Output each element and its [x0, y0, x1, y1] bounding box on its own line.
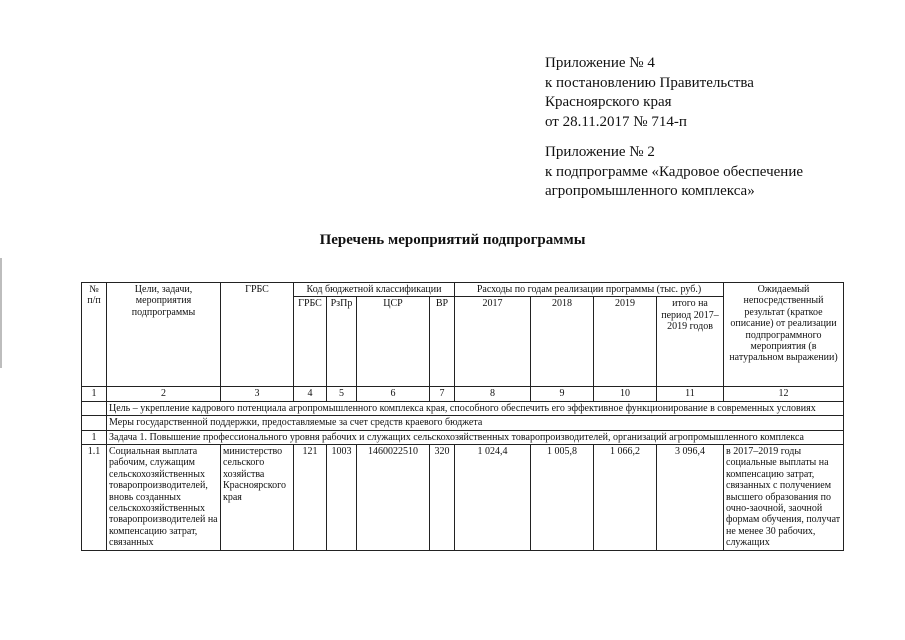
- header-budget-classification: Код бюджетной классификации: [294, 283, 455, 297]
- column-number: 10: [594, 387, 657, 401]
- header-line: Приложение № 4: [545, 55, 655, 71]
- measure-grbs: министерство сельского хозяйства Красноярского края: [221, 445, 294, 551]
- goal-row: Цель – укрепление кадрового потенциала агропромышленного комплекса края, способного обеспечить его эффективное функционирование в современных условиях: [107, 401, 844, 415]
- header-year-2019: 2019: [594, 297, 657, 387]
- appendix-4-header: [545, 54, 754, 132]
- header-line: агропромышленного комплекса»: [545, 183, 755, 199]
- header-line: к подпрограмме «Кадровое обеспечение: [545, 163, 804, 180]
- measure-rzpr: 1003: [327, 445, 357, 551]
- measure-2018: 1 005,8: [531, 445, 594, 551]
- measure-result: в 2017–2019 годы социальные выплаты на компенсацию затрат, связанных с получением высшего образования по очно-заочной, заочной формам обучения, получат не менее 30 рабочих, служащих: [724, 445, 844, 551]
- document-title: Перечень мероприятий подпрограммы: [319, 232, 586, 248]
- column-number: 7: [430, 387, 455, 401]
- table-row: [82, 445, 844, 551]
- column-number: 2: [107, 387, 221, 401]
- column-number: 4: [294, 387, 327, 401]
- header-grbs: ГРБС: [221, 283, 294, 387]
- header-bcc-rzpr: РзПр: [327, 297, 357, 387]
- header-bcc-grbs: ГРБС: [294, 297, 327, 387]
- header-total: итого на период 2017–2019 годов: [657, 297, 724, 387]
- measures-table: [81, 282, 844, 551]
- task-row: Задача 1. Повышение профессионального уровня рабочих и служащих сельскохозяйственных товаропроизводителей, организаций агропромышленного комплекса: [107, 430, 844, 444]
- measure-2019: 1 066,2: [594, 445, 657, 551]
- scan-edge-mark: [0, 258, 2, 368]
- header-line: к постановлению Правительства: [545, 74, 754, 91]
- column-number: 8: [455, 387, 531, 401]
- measure-grbs-code: 121: [294, 445, 327, 551]
- header-bcc-vr: ВР: [430, 297, 455, 387]
- row-num: 1.1: [82, 445, 107, 551]
- measure-name: Социальная выплата рабочим, служащим сельскохозяйственных товаропроизводителей, вновь созданных сельскохозяйственных товаропроизводителей на компенсацию затрат, связанных: [107, 445, 221, 551]
- column-number: 3: [221, 387, 294, 401]
- column-number: 5: [327, 387, 357, 401]
- column-number: 11: [657, 387, 724, 401]
- measure-total: 3 096,4: [657, 445, 724, 551]
- header-bcc-csr: ЦСР: [357, 297, 430, 387]
- header-year-2017: 2017: [455, 297, 531, 387]
- appendix-2-header: [545, 143, 803, 202]
- measure-vr: 320: [430, 445, 455, 551]
- header-year-2018: 2018: [531, 297, 594, 387]
- task-num: 1: [82, 430, 107, 444]
- column-number: 9: [531, 387, 594, 401]
- header-expenses: Расходы по годам реализации программы (тыс. руб.): [455, 283, 724, 297]
- header-line: Приложение № 2: [545, 144, 655, 160]
- column-number: 6: [357, 387, 430, 401]
- measures-row: Меры государственной поддержки, предоставляемые за счет средств краевого бюджета: [107, 416, 844, 430]
- column-number: 1: [82, 387, 107, 401]
- header-result: Ожидаемый непосредственный результат (краткое описание) от реализации подпрограммного мероприятия (в натуральном выражении): [724, 283, 844, 387]
- header-line: Красноярского края: [545, 94, 672, 110]
- measure-csr: 1460022510: [357, 445, 430, 551]
- column-number: 12: [724, 387, 844, 401]
- header-num: № п/п: [82, 283, 107, 387]
- header-goals: Цели, задачи, мероприятия подпрограммы: [107, 283, 221, 387]
- header-line: от 28.11.2017 № 714-п: [545, 113, 687, 130]
- measure-2017: 1 024,4: [455, 445, 531, 551]
